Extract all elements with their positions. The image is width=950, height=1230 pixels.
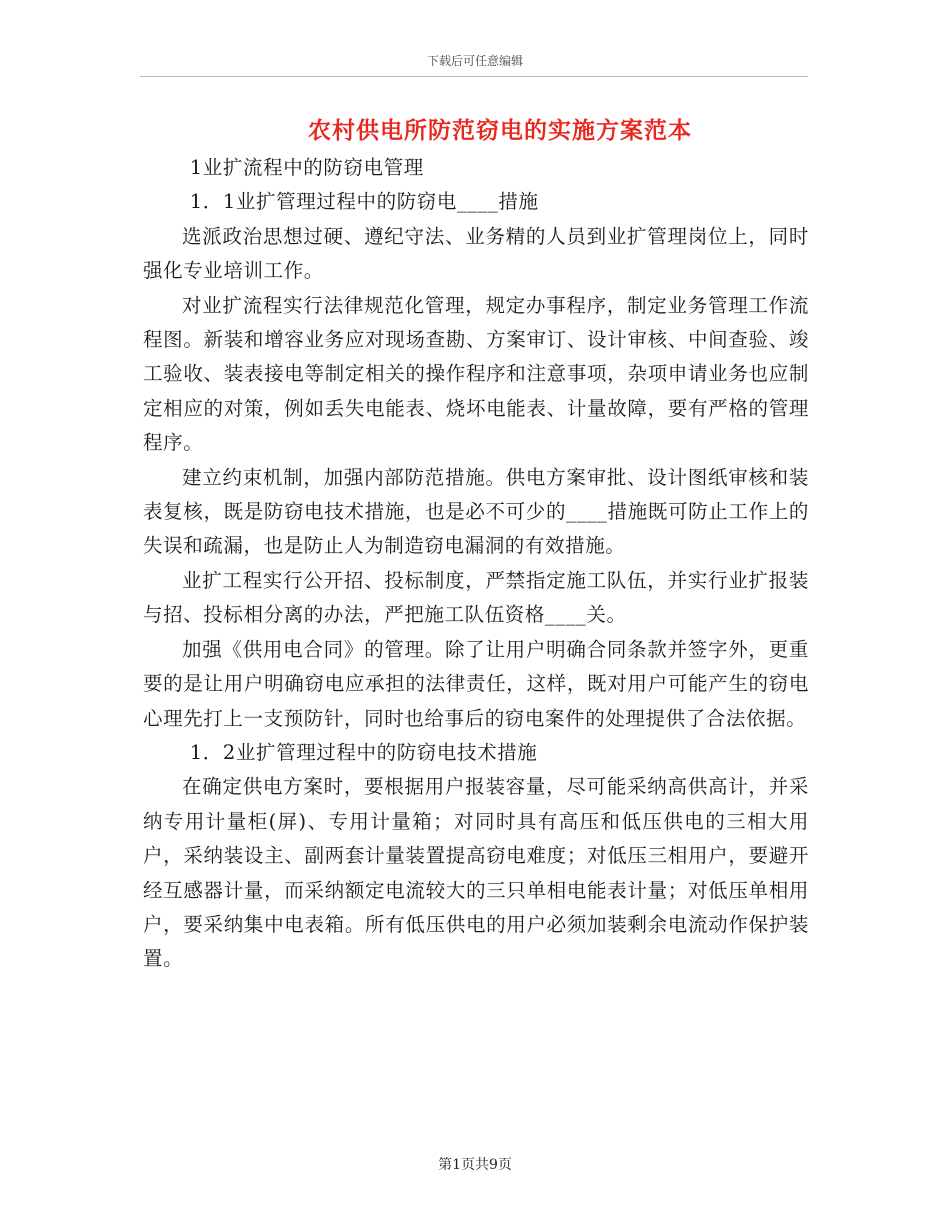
- body-paragraph: 建立约束机制，加强内部防范措施。供电方案审批、设计图纸审核和装表复核，既是防窃电技术措施，也是必不可少的____措施既可防止工作上的失误和疏漏，也是防止人为制造窃电漏洞的有效措施。: [143, 465, 809, 558]
- body-paragraph: 对业扩流程实行法律规范化管理，规定办事程序，制定业务管理工作流程图。新装和增容业务应对现场查勘、方案审订、设计审核、中间查验、竣工验收、装表接电等制定相关的操作程序和注意事项，杂项申请业务也应制定相应的对策，例如丢失电能表、烧坏电能表、计量故障，要有严格的管理程序。: [143, 293, 809, 455]
- subsection-heading-1-2: 1．2业扩管理过程中的防窃电技术措施: [189, 740, 538, 764]
- header-divider: [140, 76, 808, 77]
- document-body: [143, 151, 809, 977]
- body-paragraph: 在确定供电方案时，要根据用户报装容量，尽可能采纳高供高计，并采纳专用计量柜(屏)、专用计量箱；对同时具有高压和低压供电的三相大用户，采纳装设主、副两套计量装置提高窃电难度；对低压三相用户，要避开经互感器计量，而采纳额定电流较大的三只单相电能表计量；对低压单相用户，要采纳集中电表箱。所有低压供电的用户必须加装剩余电流动作保护装置。: [143, 775, 809, 971]
- subsection-heading-1-1: 1．1业扩管理过程中的防窃电____措施: [189, 190, 539, 214]
- section-heading-1: 1业扩流程中的防窃电管理: [189, 156, 424, 179]
- body-paragraph: 选派政治思想过硬、遵纪守法、业务精的人员到业扩管理岗位上，同时强化专业培训工作。: [143, 224, 809, 283]
- body-paragraph: 加强《供用电合同》的管理。除了让用户明确合同条款并签字外，更重要的是让用户明确窃电应承担的法律责任，这样，既对用户可能产生的窃电心理先打上一支预防针，同时也给事后的窃电案件的处理提供了合法依据。: [143, 637, 809, 730]
- page-header: 下载后可任意编辑: [426, 54, 523, 68]
- body-paragraph: 业扩工程实行公开招、投标制度，严禁指定施工队伍，并实行业扩报装与招、投标相分离的办法，严把施工队伍资格____关。: [143, 568, 809, 627]
- document-title: 农村供电所防范窃电的实施方案范本: [308, 117, 692, 144]
- page-number: 第1页共9页: [438, 1157, 512, 1173]
